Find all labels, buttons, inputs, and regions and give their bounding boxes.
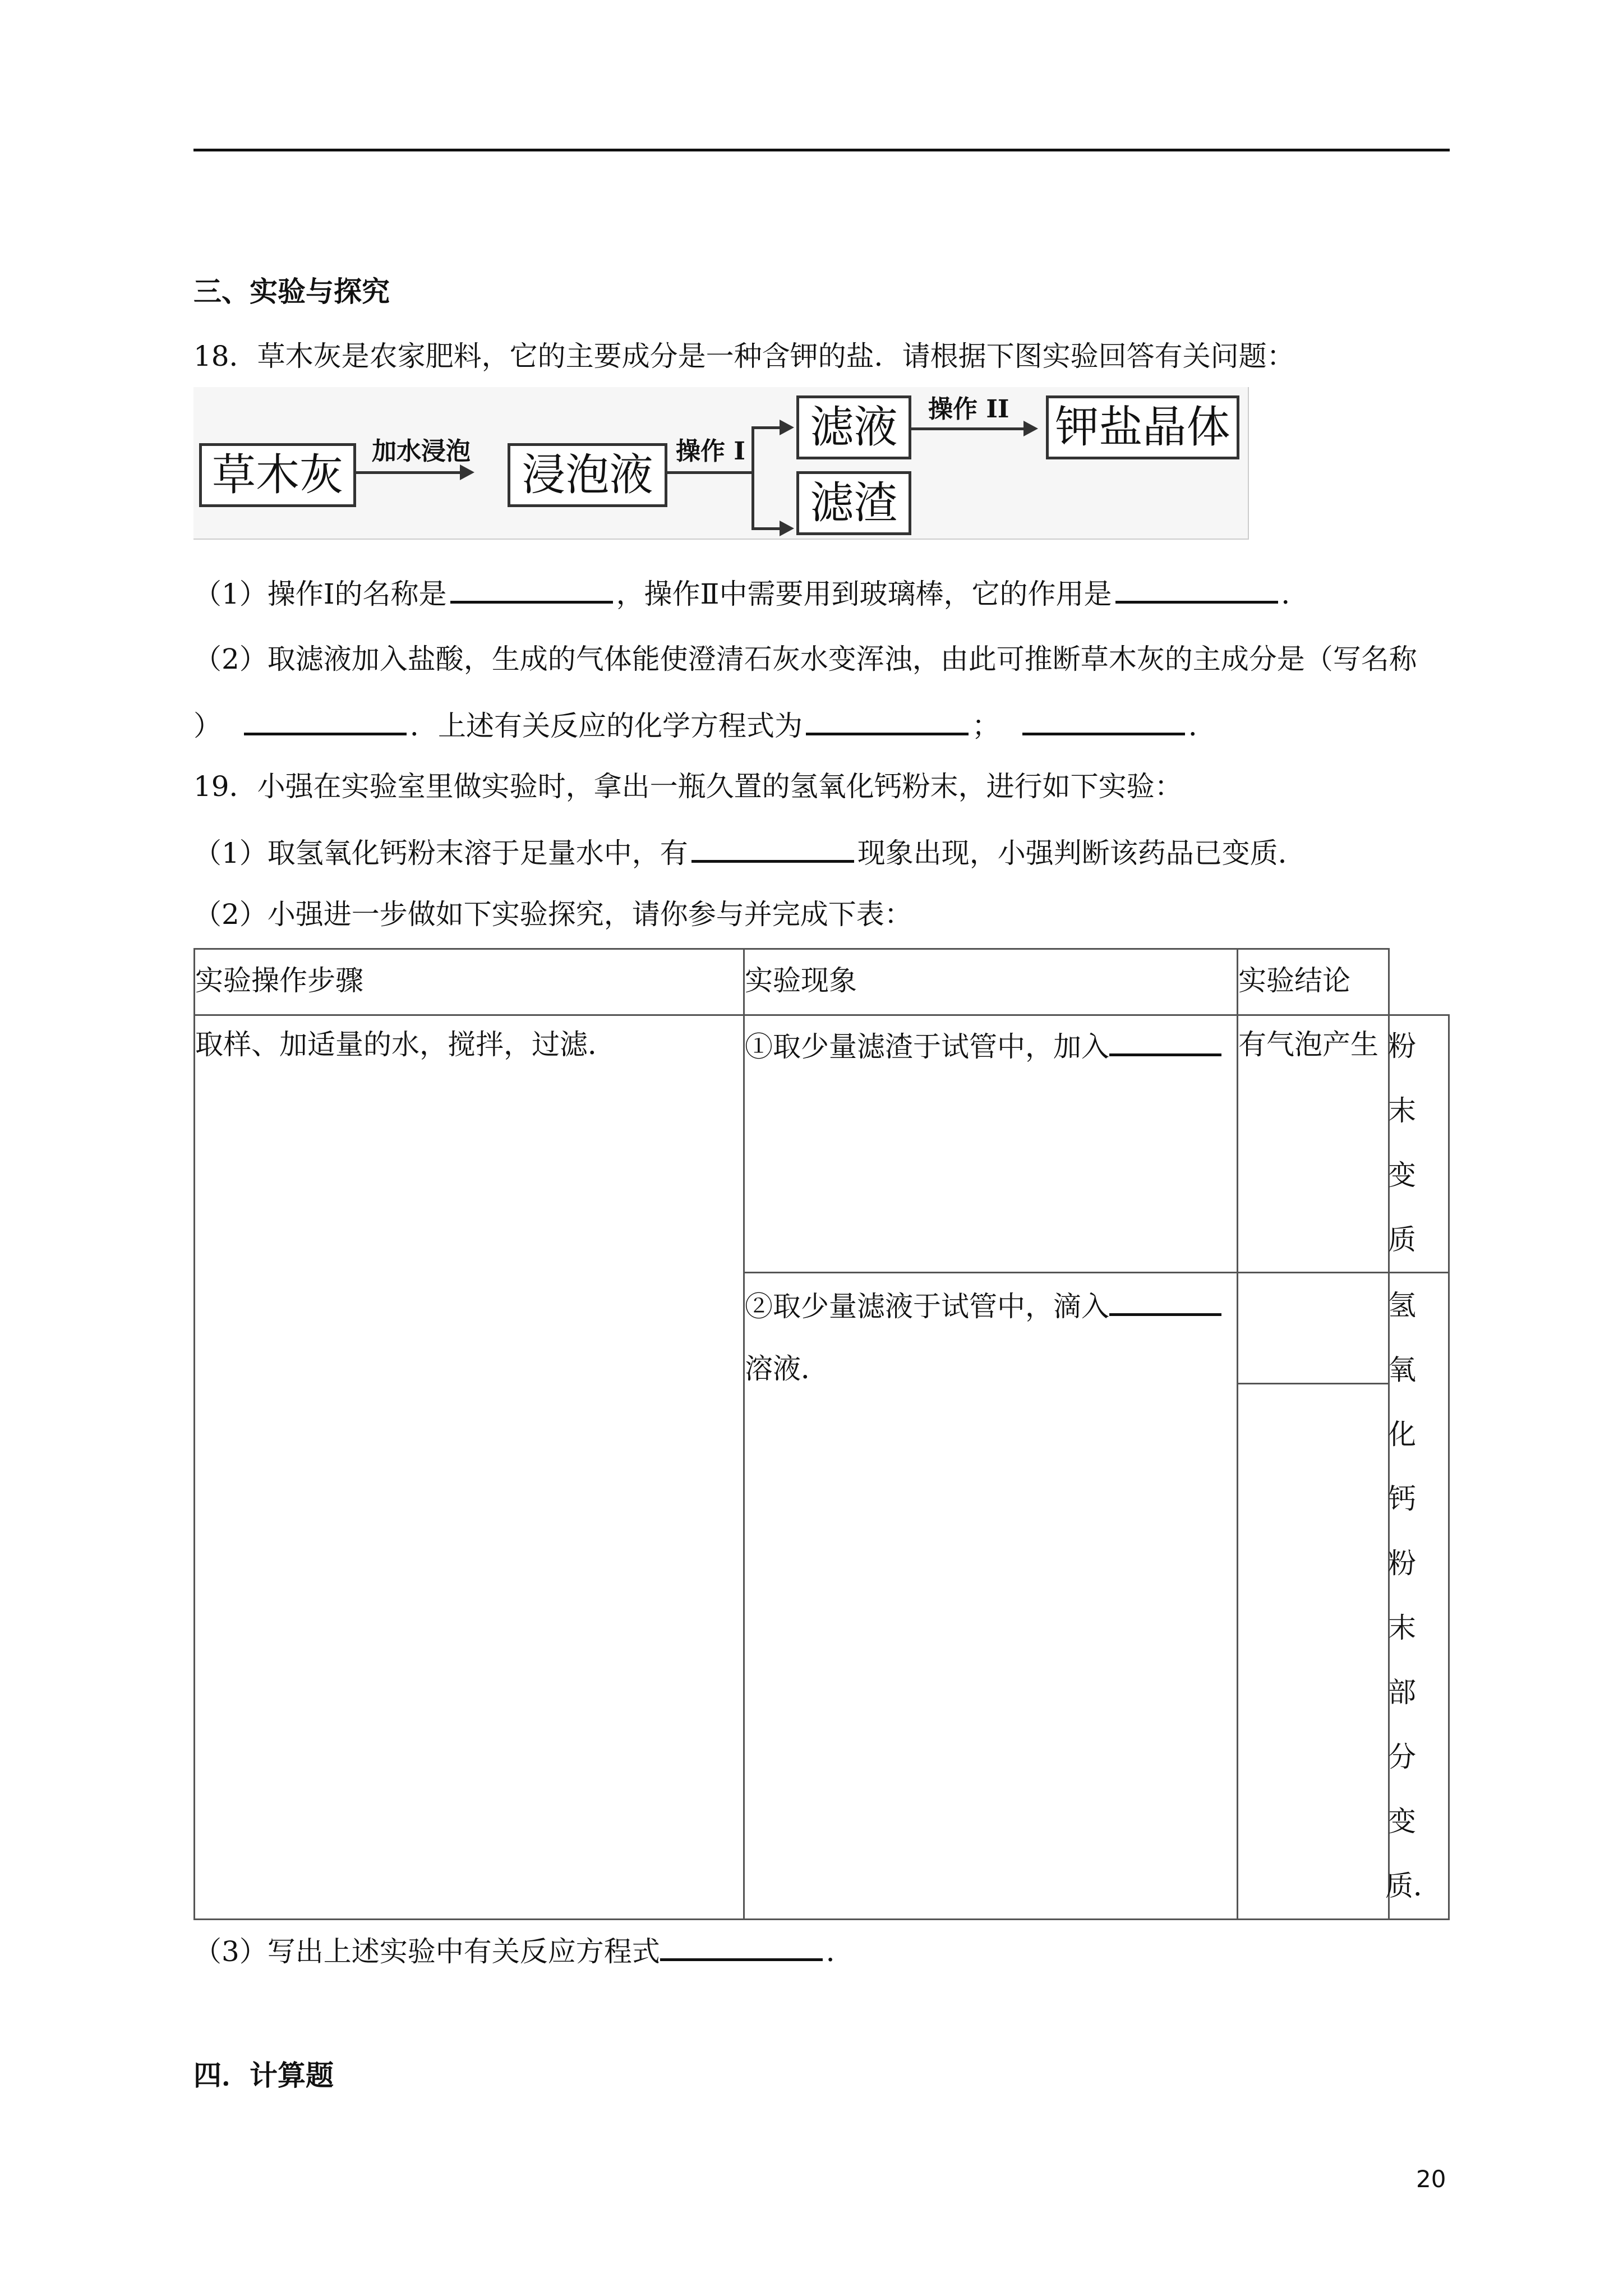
arrow-head-icon	[780, 420, 794, 435]
question-19-part3	[193, 1932, 854, 1968]
table-cell-observation-2b: 溶液．	[745, 1352, 829, 1385]
question-19-part1	[193, 834, 1306, 870]
section-title: 三、实验与探究	[193, 275, 390, 308]
char: 粉	[1388, 1030, 1416, 1062]
text: ②取少量滤液于试管中，滴入	[745, 1290, 1109, 1323]
box-caomuhui: 草木灰	[199, 443, 356, 507]
table-header-steps: 实验操作步骤	[195, 964, 363, 997]
arrow-head-icon	[460, 464, 474, 480]
header-rule	[193, 149, 1450, 151]
table-border	[743, 948, 745, 1920]
arrow-head-icon	[1023, 421, 1038, 436]
table-header-observation: 实验现象	[745, 964, 857, 997]
text: ．	[1188, 710, 1216, 742]
char: 钙	[1388, 1483, 1416, 1515]
question-18-part2-line2	[193, 707, 1216, 743]
char: 氧	[1388, 1354, 1416, 1386]
box-jiayan: 钾盐晶体	[1046, 395, 1239, 459]
char: 分	[1388, 1741, 1416, 1773]
table-cell-step: 取样、加适量的水，搅拌，过滤．	[195, 1028, 616, 1061]
box-lvye: 滤液	[796, 395, 911, 459]
answer-blank[interactable]	[1109, 1028, 1221, 1056]
question-18-stem: 18．草木灰是农家肥料，它的主要成分是一种含钾的盐．请根据下图实验回答有关问题：	[193, 340, 1295, 372]
char: 变	[1388, 1159, 1416, 1191]
text: （3）写出上述实验中有关反应方程式	[193, 1935, 660, 1968]
table-border	[743, 1272, 1450, 1273]
arrow-line	[751, 426, 782, 429]
question-18-part2-line1: （2）取滤液加入盐酸，生成的气体能使澄清石灰水变浑浊，由此可推断草木灰的主成分是（写名称	[193, 643, 1417, 675]
box-jinpaoye: 浸泡液	[508, 443, 667, 507]
answer-blank[interactable]	[660, 1932, 823, 1961]
answer-blank[interactable]	[1022, 707, 1185, 735]
char: 质	[1388, 1223, 1416, 1256]
text: ）	[193, 710, 222, 742]
flow-diagram	[193, 387, 1249, 540]
text: （1）操作Ⅰ的名称是	[193, 578, 447, 610]
conclusion-2-column	[1385, 1273, 1441, 1918]
answer-blank[interactable]	[691, 834, 854, 863]
answer-blank[interactable]	[806, 707, 969, 735]
answer-blank[interactable]	[1115, 575, 1278, 604]
arrow-label-op1: 操作 I	[676, 437, 745, 466]
table-border	[193, 948, 195, 1920]
answer-blank[interactable]	[450, 575, 613, 604]
answer-blank[interactable]	[244, 707, 407, 735]
char: 质．	[1385, 1870, 1441, 1902]
arrow-label-soak: 加水浸泡	[372, 437, 471, 466]
text: ①取少量滤渣于试管中，加入	[745, 1030, 1109, 1063]
conclusion-1-column	[1385, 1014, 1419, 1272]
table-border	[193, 1014, 1450, 1016]
char: 氢	[1388, 1289, 1416, 1322]
answer-blank[interactable]	[1109, 1287, 1221, 1316]
arrow-line	[751, 527, 782, 530]
page-number: 20	[1416, 2165, 1446, 2193]
char: 末	[1388, 1094, 1416, 1127]
char: 末	[1388, 1612, 1416, 1644]
table-cell-observation-1	[745, 1028, 1221, 1064]
arrow-label-op2: 操作 II	[928, 395, 1009, 424]
table-cell-result-1: 有气泡产生	[1238, 1028, 1378, 1061]
table-cell-observation-2	[745, 1287, 1221, 1323]
char: 粉	[1388, 1547, 1416, 1580]
text: ；	[972, 710, 1000, 742]
char: 化	[1388, 1418, 1416, 1451]
text: （1）取氢氧化钙粉末溶于足量水中，有	[193, 837, 688, 869]
box-lvzha: 滤渣	[796, 471, 911, 535]
arrow-line	[356, 471, 463, 474]
table-border	[1448, 1014, 1450, 1920]
question-19-stem: 19．小强在实验室里做实验时，拿出一瓶久置的氢氧化钙粉末，进行如下实验：	[193, 770, 1183, 803]
arrow-line	[911, 427, 1026, 430]
text: ．	[1281, 578, 1310, 610]
table-border	[193, 1918, 1450, 1920]
char: 变	[1388, 1805, 1416, 1838]
text: ，操作Ⅱ中需要用到玻璃棒，它的作用是	[616, 578, 1112, 610]
question-19-part2: （2）小强进一步做如下实验探究，请你参与并完成下表：	[193, 898, 912, 931]
text: 现象出现，小强判断该药品已变质．	[857, 837, 1306, 869]
char: 部	[1388, 1676, 1416, 1709]
table-header-conclusion: 实验结论	[1238, 964, 1350, 997]
table-border	[193, 948, 1388, 950]
text: ．上述有关反应的化学方程式为	[410, 710, 803, 742]
section-title: 四．计算题	[193, 2059, 334, 2092]
arrow-head-icon	[780, 521, 794, 536]
text: ．	[826, 1935, 854, 1968]
question-18-part1	[193, 575, 1310, 611]
table-border	[1237, 1383, 1388, 1384]
table-border	[1237, 948, 1238, 1920]
branch-line	[751, 426, 754, 530]
arrow-line	[667, 471, 751, 474]
